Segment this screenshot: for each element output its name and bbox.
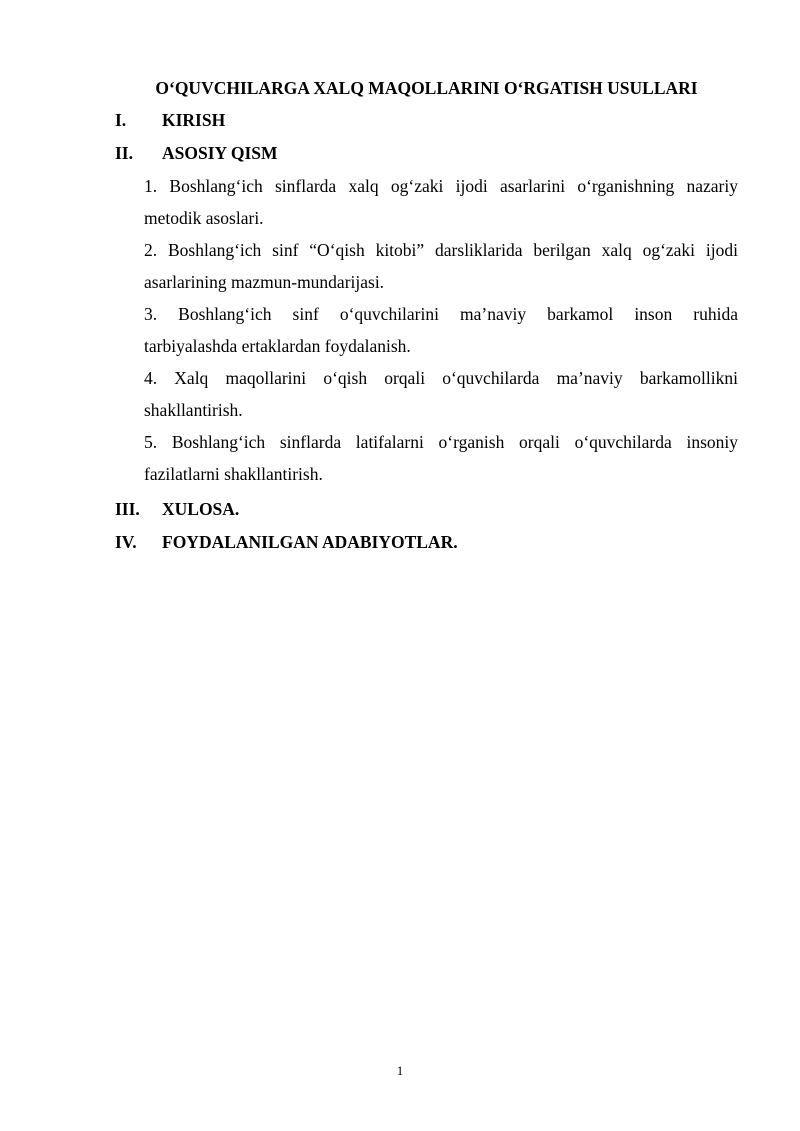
section-number: II. [115,143,133,163]
section-number: III. [115,499,140,519]
section-heading-conclusion [115,497,738,521]
contents-item-line: 4. Xalq maqollarini o‘qish orqali o‘quvchilarda ma’naviy barkamollikni [144,368,738,388]
document-title: O‘QUVCHILARGA XALQ MAQOLLARINI O‘RGATISH USULLARI [155,78,698,98]
section-heading-intro [115,108,738,132]
section-number: IV. [115,532,137,552]
section-label: ASOSIY QISM [162,143,278,163]
contents-item-line: metodik asoslari. [144,208,264,228]
contents-item-line: 2. Boshlang‘ich sinf “O‘qish kitobi” darsliklarida berilgan xalq og‘zaki ijodi [144,240,738,260]
contents-item-line: 5. Boshlang‘ich sinflarda latifalarni o‘rganish orqali o‘quvchilarda insoniy [144,432,738,452]
section-label: FOYDALANILGAN ADABIYOTLAR. [162,532,458,552]
contents-item-line: fazilatlarni shakllantirish. [144,464,323,484]
contents-item-4 [144,362,738,426]
contents-item-3 [144,298,738,362]
section-heading-references [115,530,738,554]
contents-item-line: asarlarining mazmun-mundarijasi. [144,272,385,292]
contents-item-line: tarbiyalashda ertaklardan foydalanish. [144,336,411,356]
section-number: I. [115,110,127,130]
section-heading-main [115,141,738,165]
section-label: KIRISH [162,110,226,130]
page-number: 1 [396,1063,404,1078]
contents-item-1 [144,170,738,234]
contents-item-line: 1. Boshlang‘ich sinflarda xalq og‘zaki ijodi asarlarini o‘rganishning nazariy [144,176,738,196]
contents-item-2 [144,234,738,298]
contents-item-line: 3. Boshlang‘ich sinf o‘quvchilarini ma’naviy barkamol inson ruhida [144,304,738,324]
contents-item-5 [144,426,738,490]
section-label: XULOSA. [162,499,240,519]
contents-item-line: shakllantirish. [144,400,243,420]
